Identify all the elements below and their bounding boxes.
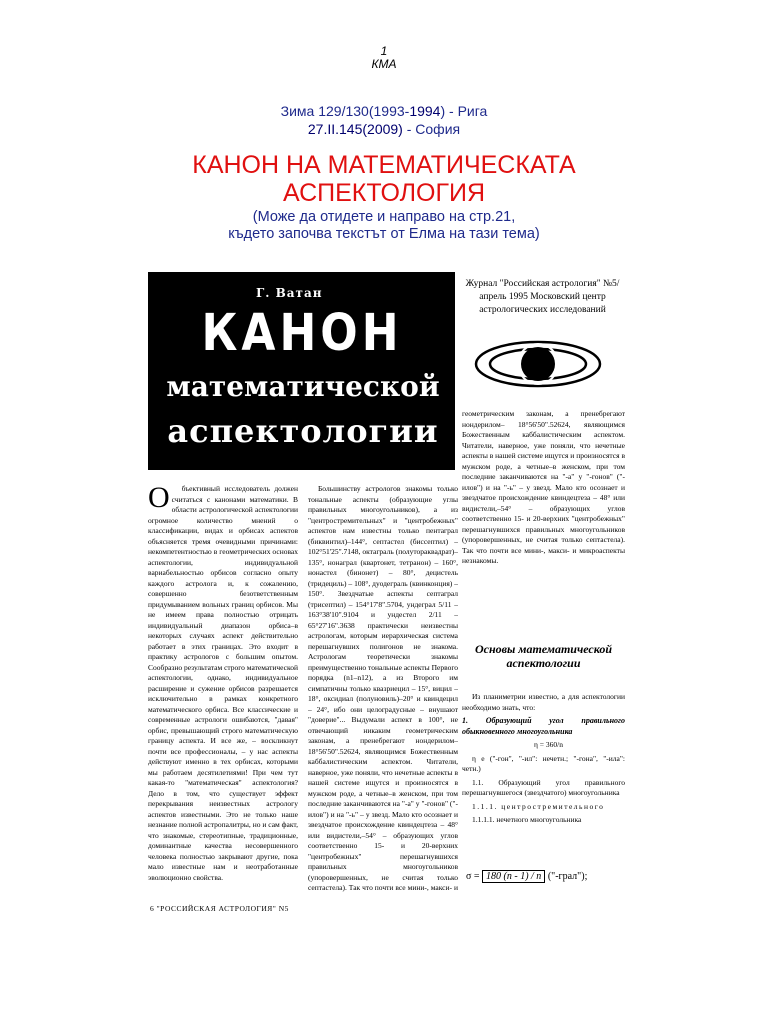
journal-info: Журнал "Российская астрология" №5/апрель 1995 Московский центр астрологических исследований: [465, 279, 620, 315]
article-column-3: геометрическим законам, а пренебрегают нондерилом– 18°56'50".52624, являющимся Божественным каббалистическим аспектом. Читатели, наверное, уже поняли, что нечетные аспекты в нашей системе ищутся и произносятся в мужском роде, а четные–в женском, при том последние заканчиваются на "-а" у "-гонов" ("-илов") и на "-ь" – у звезд. Мало кто осознает и звездчатое происхождение квиндецтеза – 48° или видистели,–54° – образующих углов соответственно 15- и 20-верхних "центробежных" перешагнувшихся правильных многоугольников (упоровершенных, не считая только септастела). Так что почти все мини-, макси- и микроаспекты незнакомы.: [462, 410, 625, 565]
page-title-line-1: КАНОН НА МАТЕМАТИЧЕСКАТА: [192, 151, 576, 179]
page-number: 1: [380, 44, 388, 58]
headline-aspektologii: аспектологии: [167, 412, 439, 450]
headline-kanon: КАНОН: [201, 304, 403, 363]
section-heading: Основы математической аспектологии: [474, 642, 613, 670]
article-banner: [148, 272, 455, 470]
page-title-line-2: АСПЕКТОЛОГИЯ: [282, 179, 486, 207]
edition-line-1: Зима 129/130(1993-1994) - Рига: [280, 103, 488, 119]
subsection-heading: 1. Образующий угол правильного обыкновенного многоугольника: [462, 716, 625, 736]
headline-matematicheskoy: математической: [166, 370, 440, 403]
scanned-magazine-page: [148, 272, 625, 924]
formula: σ = 180 (n - 1) / n ("-грал");: [466, 871, 588, 882]
document-code: КМА: [371, 57, 397, 71]
astrology-orbit-icon: [473, 334, 603, 394]
note-line-2: където започва текстът от Елма на тази тема): [228, 226, 540, 242]
article-column-4: Из планиметрии известно, а для аспектологии необходимо знать, что: 1. Образующий угол правильного обыкновенного многоугольника η = 360/n η е ("-гон", "-ил": нечетн.; "-гона", "-ила": четн.) 1.1. Образующий угол правильного перешагнувшегося (звездчатого) многоугольника 1.1.1. центростремительного 1.1.1.1. нечетного многоугольника: [462, 692, 625, 824]
article-column-1: О бъективный исследователь должен считаться с канонами математики. В области астрологической аспектологии огромное количество мнений о классификации, видах и орбисах аспектов объясняется тремя очевидными причинами: некомпетентностью в геометрических основах аспектологии, индивидуальной вариабельностью орбисов согласно опыту каждого астролога и, к сожалению, совершенно безответственным придумыванием вольных границ орбисов. Мы не имеем права полностью отрицать индивидуальный диапазон орбиса–в некоторых случаях аспект действительно работает в этих границах. Это входит в практику астрологов с большим опытом. Сообразно результатам строго математической аспектологии, однако, индивидуальное расширение и сужение орбисов разрешается исключительно в рамках конкретного математического орбиса. Все классические и современные астрологи ошибаются, "давая" орбис, превышающий строго математическую границу аспекта. И все же, – воскликнут почти все профессионалы, – у нас аспекты действуют именно в тех орбисах, которыми мы работаем десятилетиями! При чем тут какая-то "математическая" аспектология? Дело в том, что существует эффект перекрывания неизвестных астрологу аспектов известными. Это не только наше незнание полной астропалитры, но и сам факт, что знакомые, стереотипные, традиционные, доминантные качества несовершенного человека полностью закрывают другие, пока мало известные нам и неотработанные эволюционно свойства.: [148, 484, 298, 882]
edition-line-2: 27.II.145(2009) - София: [307, 121, 461, 137]
note-line-1: (Може да отидете и направо на стр.21,: [252, 209, 516, 225]
article-author: Г. Ватан: [256, 286, 323, 300]
article-column-2: Большинству астрологов знакомы только тональные аспекты (образующие углы правильных многоугольников), а из "центростремительных" и "центробежных" аспектов нам известны только пентаграл (биквинтил)–144°, септастел (биссептил) – 102°51'25".7148, октаграль (полутораквадрат)–135°, нонаграл (квартонет, тетранон) – 160°, нонастел (бинонет) – 80°, децистель (тридециль) – 108°, дуодеграль (квинконция) – 150°. Звездчатые аспекты септаграл (трисептил) – 154°17'8".5704, ундеграл 5/11 – 163°38'10".9104 и ундестел 2/11 – 65°27'16".3638 практически неизвестны астрологам, которым иерархическая система перешагнувших полигонов не знакома. Астрологам теоретически знакомы преимущественно тональные аспекты Первого порядка (n1–n12), а из Второго им симпатичны только квазриецил – 15°, вицил – 18°, оксидиал (полуновиль)–20° и квиндецил – 24°, ибо они целоградусные – внушают "доверие"... Выдумали аспект в 100°, не отвечающий никаким геометрическим законам, а пренебрегают нондерилом– 18°56'50".52624, являющимся Божественным каббалистическим аспектом. Читатели, наверное, уже поняли, что нечетные аспекты в нашей системе ищутся и произносятся в мужском роде, а четные–в женском, при том последние заканчиваются на "-а" у "-гонов" ("-илов") и на "-ь" – у звезд. Мало кто осознает и звездчатое происхождение квиндецтеза – 48° или видистели,–54° – образующих углов соответственно 15- и 20-верхних "центробежных" перешагнувшихся правильных многоугольников (упоровершенных, не считая только септастела). Так что почти все мини-, макси- и: [308, 484, 458, 892]
drop-cap: О: [148, 484, 170, 514]
page-footer: 6 "РОССИЙСКАЯ АСТРОЛОГИЯ" N5: [150, 904, 289, 913]
